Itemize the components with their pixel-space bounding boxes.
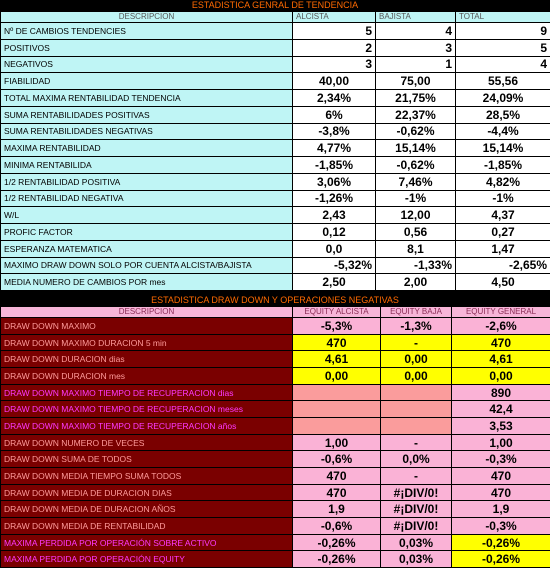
row-label: 1/2 RENTABILIDAD POSITIVA: [1, 173, 293, 190]
drawdown-stats-table: [0, 306, 550, 568]
table-row: [1, 484, 550, 501]
table-row: [1, 73, 550, 90]
header-equity-alcista: EQUITY ALCISTA: [293, 307, 381, 318]
table-row: [1, 401, 550, 418]
row-value[interactable]: -0,62%: [376, 123, 456, 140]
table-row: [1, 257, 550, 274]
row-label: DRAW DOWN NUMERO DE VECES: [1, 434, 293, 451]
row-value[interactable]: [293, 418, 381, 435]
row-value[interactable]: 4,82%: [456, 173, 550, 190]
table-row: [1, 56, 550, 73]
row-label: DRAW DOWN MAXIMO TIEMPO DE RECUPERACION meses: [1, 401, 293, 418]
row-value[interactable]: 2,43: [293, 207, 376, 224]
row-value[interactable]: -0,26%: [293, 534, 381, 551]
row-value[interactable]: -1,85%: [293, 157, 376, 174]
row-label: 1/2 RENTABILIDAD NEGATIVA: [1, 190, 293, 207]
row-value[interactable]: -0,3%: [452, 518, 550, 535]
row-value[interactable]: -5,32%: [293, 257, 376, 274]
row-value[interactable]: 2,34%: [293, 90, 376, 107]
row-value[interactable]: 890: [452, 384, 550, 401]
row-value[interactable]: -0,6%: [293, 518, 381, 535]
header-descripcion: DESCRIPCION: [1, 12, 293, 23]
row-value[interactable]: -: [381, 468, 452, 485]
row-value[interactable]: 0,00: [452, 368, 550, 385]
section2-title: ESTADISTICA DRAW DOWN Y OPERACIONES NEGATIVAS: [0, 295, 550, 306]
row-label: DRAW DOWN MEDIA DE DURACION AÑOS: [1, 501, 293, 518]
row-value[interactable]: 0,27: [456, 224, 550, 241]
row-value[interactable]: 6%: [293, 106, 376, 123]
row-value[interactable]: 3: [376, 39, 456, 56]
row-value[interactable]: 0,00: [293, 368, 381, 385]
row-value[interactable]: 24,09%: [456, 90, 550, 107]
row-value[interactable]: 1,9: [293, 501, 381, 518]
row-value[interactable]: 55,56: [456, 73, 550, 90]
row-label: DRAW DOWN DURACION dias: [1, 351, 293, 368]
row-value[interactable]: 0,0: [293, 240, 376, 257]
table-row: [1, 39, 550, 56]
row-label: DRAW DOWN SUMA DE TODOS: [1, 451, 293, 468]
row-value[interactable]: -2,6%: [452, 318, 550, 335]
drawdown-stats-header-row: [1, 307, 550, 318]
row-label: ESPERANZA MATEMATICA: [1, 240, 293, 257]
row-value[interactable]: #¡DIV/0!: [381, 518, 452, 535]
row-label: W/L: [1, 207, 293, 224]
row-label: MAXIMA PERDIDA POR OPERACIÓN SOBRE ACTIVO: [1, 534, 293, 551]
row-value[interactable]: -4,4%: [456, 123, 550, 140]
row-value[interactable]: 21,75%: [376, 90, 456, 107]
row-value[interactable]: 470: [452, 334, 550, 351]
row-value[interactable]: 0,56: [376, 224, 456, 241]
row-label: FIABILIDAD: [1, 73, 293, 90]
row-value[interactable]: 0,0%: [381, 451, 452, 468]
row-value[interactable]: 28,5%: [456, 106, 550, 123]
row-value[interactable]: -0,6%: [293, 451, 381, 468]
header-equity-baja: EQUITY BAJA: [381, 307, 452, 318]
row-label: DRAW DOWN MEDIA DE DURACION DIAS: [1, 484, 293, 501]
row-value[interactable]: 5: [456, 39, 550, 56]
row-value[interactable]: 15,14%: [376, 140, 456, 157]
row-value[interactable]: 3,53: [452, 418, 550, 435]
table-row: [1, 351, 550, 368]
row-value[interactable]: 1,00: [452, 434, 550, 451]
row-value[interactable]: -0,26%: [452, 551, 550, 568]
row-value[interactable]: 40,00: [293, 73, 376, 90]
row-value[interactable]: [381, 418, 452, 435]
row-label: NEGATIVOS: [1, 56, 293, 73]
header-bajista: BAJISTA: [376, 12, 456, 23]
row-value[interactable]: 470: [293, 334, 381, 351]
row-value[interactable]: 9: [456, 23, 550, 40]
row-value[interactable]: 2: [293, 39, 376, 56]
row-value[interactable]: -1,26%: [293, 190, 376, 207]
header-equity-general: EQUITY GENERAL: [452, 307, 550, 318]
table-row: [1, 384, 550, 401]
row-value[interactable]: 0,00: [381, 351, 452, 368]
row-value[interactable]: -2,65%: [456, 257, 550, 274]
table-row: [1, 224, 550, 241]
row-value[interactable]: 1,00: [293, 434, 381, 451]
table-row: [1, 551, 550, 568]
row-value[interactable]: -1,33%: [376, 257, 456, 274]
row-value[interactable]: 8,1: [376, 240, 456, 257]
row-value[interactable]: -1%: [456, 190, 550, 207]
table-row: [1, 274, 550, 291]
row-label: SUMA RENTABILIDADES POSITIVAS: [1, 106, 293, 123]
row-value[interactable]: 0,12: [293, 224, 376, 241]
row-value[interactable]: 22,37%: [376, 106, 456, 123]
row-label: Nº DE CAMBIOS TENDENCIES: [1, 23, 293, 40]
row-value[interactable]: 4,50: [456, 274, 550, 291]
row-value[interactable]: 0,03%: [381, 551, 452, 568]
row-value[interactable]: 1: [376, 56, 456, 73]
trend-stats-table: [0, 11, 550, 291]
row-value[interactable]: -0,26%: [452, 534, 550, 551]
row-value[interactable]: -: [381, 434, 452, 451]
row-value[interactable]: [381, 401, 452, 418]
table-row: [1, 157, 550, 174]
row-value[interactable]: 0,00: [381, 368, 452, 385]
row-value[interactable]: 3: [293, 56, 376, 73]
row-value[interactable]: 5: [293, 23, 376, 40]
header-alcista: ALCISTA: [293, 12, 376, 23]
table-row: [1, 123, 550, 140]
row-value[interactable]: -0,3%: [452, 451, 550, 468]
row-value[interactable]: #¡DIV/0!: [381, 501, 452, 518]
table-row: [1, 468, 550, 485]
row-value[interactable]: -3,8%: [293, 123, 376, 140]
table-row: [1, 418, 550, 435]
row-value[interactable]: -0,26%: [293, 551, 381, 568]
row-value[interactable]: 12,00: [376, 207, 456, 224]
row-label: DRAW DOWN MAXIMO DURACION 5 min: [1, 334, 293, 351]
row-value[interactable]: 2,00: [376, 274, 456, 291]
row-label: MAXIMA RENTABILIDAD: [1, 140, 293, 157]
row-label: PROFIC FACTOR: [1, 224, 293, 241]
table-row: [1, 173, 550, 190]
row-value[interactable]: #¡DIV/0!: [381, 484, 452, 501]
row-value[interactable]: 470: [452, 484, 550, 501]
row-value[interactable]: 7,46%: [376, 173, 456, 190]
row-value[interactable]: 4,77%: [293, 140, 376, 157]
row-value[interactable]: 470: [293, 468, 381, 485]
table-row: [1, 318, 550, 335]
row-label: DRAW DOWN DURACION mes: [1, 368, 293, 385]
row-value[interactable]: 4,61: [452, 351, 550, 368]
row-value[interactable]: -: [381, 334, 452, 351]
row-value[interactable]: 3,06%: [293, 173, 376, 190]
table-row: [1, 434, 550, 451]
row-value[interactable]: -0,62%: [376, 157, 456, 174]
row-value[interactable]: -1,3%: [381, 318, 452, 335]
row-label: MAXIMO DRAW DOWN SOLO POR CUENTA ALCISTA/BAJISTA: [1, 257, 293, 274]
table-row: [1, 190, 550, 207]
section1-title: ESTADISTICA GENRAL DE TENDENCIA: [0, 0, 550, 11]
row-value[interactable]: 470: [452, 468, 550, 485]
row-value[interactable]: 0,03%: [381, 534, 452, 551]
row-label: DRAW DOWN MAXIMO TIEMPO DE RECUPERACION años: [1, 418, 293, 435]
row-label: DRAW DOWN MEDIA DE RENTABILIDAD: [1, 518, 293, 535]
table-row: [1, 207, 550, 224]
row-label: SUMA RENTABILIDADES NEGATIVAS: [1, 123, 293, 140]
row-value[interactable]: 1,9: [452, 501, 550, 518]
row-value[interactable]: 470: [293, 484, 381, 501]
row-value[interactable]: -1,85%: [456, 157, 550, 174]
row-value[interactable]: [293, 401, 381, 418]
table-row: [1, 334, 550, 351]
row-value[interactable]: 1,47: [456, 240, 550, 257]
row-value[interactable]: 4,37: [456, 207, 550, 224]
table-row: [1, 534, 550, 551]
row-label: DRAW DOWN MAXIMO: [1, 318, 293, 335]
table-row: [1, 518, 550, 535]
row-label: MINIMA RENTABILIDA: [1, 157, 293, 174]
row-label: MEDIA NUMERO DE CAMBIOS POR mes: [1, 274, 293, 291]
row-label: DRAW DOWN MAXIMO TIEMPO DE RECUPERACION dias: [1, 384, 293, 401]
table-row: [1, 451, 550, 468]
row-value[interactable]: -5,3%: [293, 318, 381, 335]
row-value[interactable]: -1%: [376, 190, 456, 207]
table-row: [1, 90, 550, 107]
row-value[interactable]: [293, 384, 381, 401]
table-row: [1, 23, 550, 40]
header-total: TOTAL: [456, 12, 550, 23]
row-label: POSITIVOS: [1, 39, 293, 56]
row-value[interactable]: 75,00: [376, 73, 456, 90]
table-row: [1, 140, 550, 157]
row-label: MAXIMA PERDIDA POR OPERACIÓN EQUITY: [1, 551, 293, 568]
header-descripcion: DESCRIPCION: [1, 307, 293, 318]
row-value[interactable]: 15,14%: [456, 140, 550, 157]
row-label: TOTAL MAXIMA RENTABILIDAD TENDENCIA: [1, 90, 293, 107]
row-label: DRAW DOWN MEDIA TIEMPO SUMA TODOS: [1, 468, 293, 485]
row-value[interactable]: 4: [376, 23, 456, 40]
row-value[interactable]: 42,4: [452, 401, 550, 418]
table-row: [1, 368, 550, 385]
row-value[interactable]: 4,61: [293, 351, 381, 368]
table-row: [1, 501, 550, 518]
row-value[interactable]: 2,50: [293, 274, 376, 291]
table-row: [1, 240, 550, 257]
trend-stats-header-row: [1, 12, 550, 23]
row-value[interactable]: 4: [456, 56, 550, 73]
row-value[interactable]: [381, 384, 452, 401]
table-row: [1, 106, 550, 123]
